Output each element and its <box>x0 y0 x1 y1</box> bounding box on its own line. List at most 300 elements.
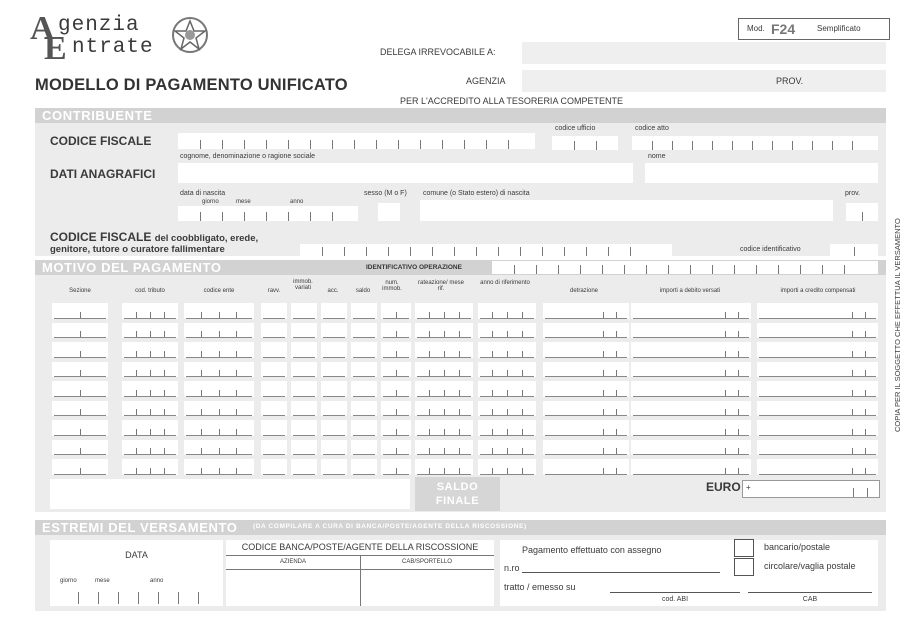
cell-baseline <box>383 415 409 416</box>
num-immob-cell[interactable] <box>381 401 411 417</box>
sesso-input[interactable] <box>378 203 400 221</box>
sezione-cell[interactable] <box>52 440 108 456</box>
acc-cell[interactable] <box>321 440 347 456</box>
cell-baseline <box>54 318 106 319</box>
cell-baseline <box>759 415 876 416</box>
cell-baseline <box>383 474 409 475</box>
cell-baseline <box>545 318 627 319</box>
cell-baseline <box>263 435 285 436</box>
tesoreria-label: PER L'ACCREDITO ALLA TESORERIA COMPETENTE <box>400 96 623 106</box>
saldo-left-area <box>50 479 410 509</box>
cell-baseline <box>759 318 876 319</box>
logo-letter-a: A <box>30 10 55 47</box>
sezione-cell[interactable] <box>52 303 108 319</box>
cell-baseline <box>54 357 106 358</box>
cell-baseline <box>124 318 176 319</box>
sezione-cell[interactable] <box>52 362 108 378</box>
col-immob-variati: immob. variati <box>293 279 313 291</box>
cell-baseline <box>633 318 749 319</box>
pagamento-label: Pagamento effettuato con assegno <box>522 545 662 555</box>
cell-baseline <box>353 376 375 377</box>
cell-baseline <box>633 415 749 416</box>
codice-ufficio-input[interactable] <box>552 136 618 150</box>
detrazione-cell[interactable] <box>543 303 629 319</box>
cell-baseline <box>480 396 534 397</box>
acc-cell[interactable] <box>321 459 347 475</box>
cell-baseline <box>480 318 534 319</box>
cell-baseline <box>186 474 252 475</box>
nome-label: nome <box>648 153 666 160</box>
cell-baseline <box>759 337 876 338</box>
cell-baseline <box>263 357 285 358</box>
codice-ente-cell[interactable] <box>184 323 254 339</box>
ravv-cell[interactable] <box>261 459 287 475</box>
cell-baseline <box>759 357 876 358</box>
logo-line1: genzia <box>58 14 140 37</box>
acc-cell[interactable] <box>321 303 347 319</box>
saldo-cell[interactable] <box>351 381 377 397</box>
cf-coobbligato-label <box>50 230 258 244</box>
cell-baseline <box>293 318 315 319</box>
cell-baseline <box>545 415 627 416</box>
cell-baseline <box>759 454 876 455</box>
col-saldo: saldo <box>355 288 371 294</box>
sezione-cell[interactable] <box>52 401 108 417</box>
saldo-cell[interactable] <box>351 323 377 339</box>
cell-baseline <box>633 435 749 436</box>
codice-fiscale-input[interactable] <box>178 133 535 149</box>
cell-baseline <box>383 337 409 338</box>
cell-baseline <box>480 376 534 377</box>
importi-debito-cell[interactable] <box>631 362 751 378</box>
cell-baseline <box>54 376 106 377</box>
prov-label: PROV. <box>776 76 804 86</box>
codice-atto-input[interactable] <box>632 136 878 150</box>
cognome-input[interactable] <box>178 163 633 183</box>
codice-ente-cell[interactable] <box>184 420 254 436</box>
cell-baseline <box>633 357 749 358</box>
cell-baseline <box>293 357 315 358</box>
detrazione-cell[interactable] <box>543 440 629 456</box>
immob-variati-cell[interactable] <box>291 303 317 319</box>
cell-baseline <box>263 337 285 338</box>
importi-debito-cell[interactable] <box>631 342 751 358</box>
cell-baseline <box>545 454 627 455</box>
col-anno-riferimento: anno di riferimento <box>480 280 530 286</box>
nro-input[interactable] <box>522 572 720 573</box>
col-importi-credito: importi a credito compensati <box>780 288 856 294</box>
codice-identificativo-input[interactable] <box>830 244 878 256</box>
estremi-note: (DA COMPILARE A CURA DI BANCA/POSTE/AGENTE DELLA RISCOSSIONE) <box>253 523 527 530</box>
cell-baseline <box>417 474 471 475</box>
num-immob-cell[interactable] <box>381 420 411 436</box>
saldo-cell[interactable] <box>351 459 377 475</box>
cell-baseline <box>124 337 176 338</box>
num-immob-cell[interactable] <box>381 381 411 397</box>
importi-credito-cell[interactable] <box>757 323 878 339</box>
codice-ente-cell[interactable] <box>184 440 254 456</box>
rateazione-cell[interactable] <box>415 362 473 378</box>
cod-tributo-cell[interactable] <box>122 459 178 475</box>
codice-ente-cell[interactable] <box>184 459 254 475</box>
ravv-cell[interactable] <box>261 323 287 339</box>
saldo-finale-line2: FINALE <box>435 495 480 507</box>
contribuente-title: CONTRIBUENTE <box>42 108 153 123</box>
data-label: DATA <box>125 550 148 560</box>
ravv-cell[interactable] <box>261 381 287 397</box>
cod-tributo-cell[interactable] <box>122 303 178 319</box>
col-importi-debito: importi a debito versati <box>659 288 721 294</box>
identificativo-input[interactable] <box>492 261 878 274</box>
detrazione-cell[interactable] <box>543 459 629 475</box>
page-title: MODELLO DI PAGAMENTO UNIFICATO <box>35 76 348 94</box>
cell-baseline <box>383 376 409 377</box>
sezione-cell[interactable] <box>52 381 108 397</box>
cell-baseline <box>263 415 285 416</box>
cell-baseline <box>293 474 315 475</box>
cell-baseline <box>186 357 252 358</box>
cf-coobbligato-bold: CODICE FISCALE <box>50 230 152 244</box>
immob-variati-cell[interactable] <box>291 459 317 475</box>
mod-prefix: Mod. <box>747 24 765 33</box>
model-badge <box>738 18 890 40</box>
saldo-cell[interactable] <box>351 303 377 319</box>
anno-riferimento-cell[interactable] <box>478 381 536 397</box>
sezione-cell[interactable] <box>52 420 108 436</box>
col-codice-ente: codice ente <box>203 288 235 294</box>
col-sezione: Sezione <box>69 288 91 294</box>
delega-input[interactable] <box>522 42 886 64</box>
circolare-checkbox[interactable] <box>734 558 754 576</box>
saldo-cell[interactable] <box>351 342 377 358</box>
num-immob-cell[interactable] <box>381 303 411 319</box>
cell-baseline <box>545 474 627 475</box>
cell-baseline <box>545 396 627 397</box>
cell-baseline <box>480 415 534 416</box>
ravv-cell[interactable] <box>261 362 287 378</box>
ravv-cell[interactable] <box>261 440 287 456</box>
cell-baseline <box>323 415 345 416</box>
immob-variati-cell[interactable] <box>291 381 317 397</box>
importi-credito-cell[interactable] <box>757 440 878 456</box>
cell-baseline <box>54 415 106 416</box>
cod-tributo-cell[interactable] <box>122 362 178 378</box>
cod-tributo-cell[interactable] <box>122 381 178 397</box>
agenzia-input[interactable] <box>522 70 886 92</box>
saldo-cell[interactable] <box>351 362 377 378</box>
num-immob-cell[interactable] <box>381 459 411 475</box>
prov-nascita-label: prov. <box>845 190 861 197</box>
cell-baseline <box>293 454 315 455</box>
euro-sign: + <box>746 483 751 492</box>
sesso-label: sesso (M o F) <box>364 190 407 197</box>
importi-credito-cell[interactable] <box>757 362 878 378</box>
data-nascita-label: data di nascita <box>180 190 226 197</box>
detrazione-cell[interactable] <box>543 323 629 339</box>
anno-riferimento-cell[interactable] <box>478 440 536 456</box>
cab-sportello-label: CAB/SPORTELLO <box>402 559 452 565</box>
cell-baseline <box>417 337 471 338</box>
immob-variati-cell[interactable] <box>291 420 317 436</box>
anno-riferimento-cell[interactable] <box>478 342 536 358</box>
codice-ente-cell[interactable] <box>184 401 254 417</box>
cell-baseline <box>263 318 285 319</box>
cell-baseline <box>323 376 345 377</box>
cod-tributo-cell[interactable] <box>122 323 178 339</box>
prov-nascita-input[interactable] <box>846 203 878 221</box>
cell-baseline <box>545 376 627 377</box>
cell-baseline <box>633 396 749 397</box>
detrazione-cell[interactable] <box>543 401 629 417</box>
data-mese-label: mese <box>95 578 110 584</box>
cf-coobbligato-label-line2: genitore, tutore o curatore fallimentare <box>50 244 225 255</box>
cell-baseline <box>353 396 375 397</box>
cell-baseline <box>383 454 409 455</box>
num-immob-cell[interactable] <box>381 362 411 378</box>
cell-baseline <box>353 435 375 436</box>
rateazione-cell[interactable] <box>415 342 473 358</box>
cell-baseline <box>759 435 876 436</box>
cell-baseline <box>124 396 176 397</box>
col-acc: acc. <box>327 288 339 294</box>
anno-riferimento-cell[interactable] <box>478 303 536 319</box>
cell-baseline <box>480 474 534 475</box>
importi-credito-cell[interactable] <box>757 459 878 475</box>
cell-baseline <box>323 435 345 436</box>
immob-variati-cell[interactable] <box>291 440 317 456</box>
cell-baseline <box>186 337 252 338</box>
cell-baseline <box>417 415 471 416</box>
immob-variati-cell[interactable] <box>291 401 317 417</box>
rateazione-cell[interactable] <box>415 401 473 417</box>
cell-baseline <box>383 396 409 397</box>
codice-ente-cell[interactable] <box>184 303 254 319</box>
cell-baseline <box>124 415 176 416</box>
cell-baseline <box>323 357 345 358</box>
importi-credito-cell[interactable] <box>757 381 878 397</box>
col-rateazione: rateazione/ mese rif. <box>417 280 465 292</box>
estremi-header <box>35 520 886 535</box>
anno-riferimento-cell[interactable] <box>478 362 536 378</box>
cell-baseline <box>383 357 409 358</box>
cell-baseline <box>54 435 106 436</box>
immob-variati-cell[interactable] <box>291 362 317 378</box>
cell-baseline <box>54 474 106 475</box>
data-anno-label: anno <box>150 578 164 584</box>
anno-riferimento-cell[interactable] <box>478 401 536 417</box>
data-nascita-input[interactable] <box>178 206 358 221</box>
codice-banca-label: CODICE BANCA/POSTE/AGENTE DELLA RISCOSSIONE <box>241 542 479 552</box>
euro-label: EURO <box>706 480 741 494</box>
saldo-cell[interactable] <box>351 420 377 436</box>
sezione-cell[interactable] <box>52 459 108 475</box>
cab-input[interactable] <box>748 592 872 593</box>
codice-fiscale-label: CODICE FISCALE <box>50 134 152 148</box>
cf-coobbligato-input[interactable] <box>300 244 672 256</box>
cod-tributo-cell[interactable] <box>122 420 178 436</box>
ravv-cell[interactable] <box>261 303 287 319</box>
cell-baseline <box>54 396 106 397</box>
estremi-title: ESTREMI DEL VERSAMENTO <box>42 520 238 535</box>
cell-baseline <box>353 357 375 358</box>
ravv-cell[interactable] <box>261 401 287 417</box>
cell-baseline <box>293 376 315 377</box>
anno-riferimento-cell[interactable] <box>478 323 536 339</box>
codice-ente-cell[interactable] <box>184 342 254 358</box>
cod-abi-label: cod. ABI <box>661 596 689 603</box>
sezione-cell[interactable] <box>52 342 108 358</box>
immob-variati-cell[interactable] <box>291 342 317 358</box>
cell-baseline <box>417 376 471 377</box>
importi-debito-cell[interactable] <box>631 420 751 436</box>
acc-cell[interactable] <box>321 362 347 378</box>
cell-baseline <box>124 454 176 455</box>
acc-cell[interactable] <box>321 401 347 417</box>
cell-baseline <box>480 337 534 338</box>
rateazione-cell[interactable] <box>415 303 473 319</box>
detrazione-cell[interactable] <box>543 420 629 436</box>
acc-cell[interactable] <box>321 381 347 397</box>
saldo-finale-input[interactable] <box>742 480 880 498</box>
importi-credito-cell[interactable] <box>757 303 878 319</box>
detrazione-cell[interactable] <box>543 362 629 378</box>
cell-baseline <box>417 396 471 397</box>
rateazione-cell[interactable] <box>415 440 473 456</box>
nome-input[interactable] <box>645 163 878 183</box>
acc-cell[interactable] <box>321 342 347 358</box>
agenzia-label: AGENZIA <box>466 76 506 86</box>
cell-baseline <box>353 337 375 338</box>
ravv-cell[interactable] <box>261 420 287 436</box>
side-note: COPIA PER IL SOGGETTO CHE EFFETTUA IL VERSAMENTO <box>893 218 902 432</box>
cell-baseline <box>323 454 345 455</box>
logo-line2: ntrate <box>72 36 154 59</box>
cab-sportello-input[interactable] <box>361 570 493 605</box>
cell-baseline <box>353 474 375 475</box>
cod-tributo-cell[interactable] <box>122 401 178 417</box>
codice-ente-cell[interactable] <box>184 381 254 397</box>
num-immob-cell[interactable] <box>381 342 411 358</box>
cell-baseline <box>186 396 252 397</box>
logo-letter-e: E <box>44 30 67 67</box>
bancario-checkbox[interactable] <box>734 539 754 557</box>
importi-debito-cell[interactable] <box>631 459 751 475</box>
cell-baseline <box>323 337 345 338</box>
azienda-label: AZIENDA <box>279 559 306 565</box>
cell-baseline <box>54 454 106 455</box>
sezione-cell[interactable] <box>52 323 108 339</box>
cell-baseline <box>263 376 285 377</box>
cognome-label: cognome, denominazione o ragione sociale <box>180 153 316 160</box>
mod-suffix: Semplificato <box>817 24 861 33</box>
cod-tributo-cell[interactable] <box>122 440 178 456</box>
anno-riferimento-cell[interactable] <box>478 459 536 475</box>
col-detrazione: detrazione <box>569 288 599 294</box>
num-immob-cell[interactable] <box>381 440 411 456</box>
codice-atto-label: codice atto <box>635 125 669 132</box>
cell-baseline <box>759 474 876 475</box>
nascita-giorno-label: giorno <box>202 199 219 205</box>
codice-ufficio-label: codice ufficio <box>555 125 596 132</box>
rateazione-cell[interactable] <box>415 420 473 436</box>
acc-cell[interactable] <box>321 323 347 339</box>
cell-baseline <box>759 376 876 377</box>
cell-baseline <box>293 337 315 338</box>
cell-baseline <box>545 357 627 358</box>
anno-riferimento-cell[interactable] <box>478 420 536 436</box>
codice-identificativo-label: codice identificativo <box>740 246 801 253</box>
cod-abi-input[interactable] <box>610 592 740 593</box>
cell-baseline <box>124 357 176 358</box>
cell-baseline <box>353 415 375 416</box>
acc-cell[interactable] <box>321 420 347 436</box>
cell-baseline <box>124 376 176 377</box>
agenzia-entrate-logo <box>30 8 220 68</box>
azienda-input[interactable] <box>227 570 359 605</box>
cell-baseline <box>293 435 315 436</box>
cf-coobbligato-rest: del coobbligato, erede, <box>154 233 259 244</box>
num-immob-cell[interactable] <box>381 323 411 339</box>
comune-input[interactable] <box>420 200 833 221</box>
importi-credito-cell[interactable] <box>757 342 878 358</box>
cell-baseline <box>293 396 315 397</box>
rateazione-cell[interactable] <box>415 323 473 339</box>
contribuente-header <box>35 108 886 123</box>
importi-debito-cell[interactable] <box>631 440 751 456</box>
motivo-rows <box>35 300 886 480</box>
immob-variati-cell[interactable] <box>291 323 317 339</box>
detrazione-cell[interactable] <box>543 342 629 358</box>
circolare-label: circolare/vaglia postale <box>764 561 856 571</box>
delega-label: DELEGA IRREVOCABILE A: <box>380 47 496 57</box>
bancario-label: bancario/postale <box>764 542 831 552</box>
ravv-cell[interactable] <box>261 342 287 358</box>
importi-credito-cell[interactable] <box>757 401 878 417</box>
motivo-title: MOTIVO DEL PAGAMENTO <box>42 260 222 275</box>
importi-debito-cell[interactable] <box>631 323 751 339</box>
republic-emblem-icon <box>170 13 210 57</box>
cell-baseline <box>186 454 252 455</box>
data-versamento-input[interactable] <box>58 590 216 604</box>
cab-label: CAB <box>802 596 818 603</box>
cell-baseline <box>633 337 749 338</box>
rateazione-cell[interactable] <box>415 381 473 397</box>
codice-ente-cell[interactable] <box>184 362 254 378</box>
data-giorno-label: giorno <box>60 578 77 584</box>
detrazione-cell[interactable] <box>543 381 629 397</box>
cell-baseline <box>186 318 252 319</box>
importi-debito-cell[interactable] <box>631 401 751 417</box>
rateazione-cell[interactable] <box>415 459 473 475</box>
cod-tributo-cell[interactable] <box>122 342 178 358</box>
importi-credito-cell[interactable] <box>757 420 878 436</box>
saldo-cell[interactable] <box>351 401 377 417</box>
cell-baseline <box>353 454 375 455</box>
cell-baseline <box>353 318 375 319</box>
cell-baseline <box>323 318 345 319</box>
cell-baseline <box>633 474 749 475</box>
cell-baseline <box>480 454 534 455</box>
cell-baseline <box>480 435 534 436</box>
cell-baseline <box>263 454 285 455</box>
tratto-label: tratto / emesso su <box>504 582 576 592</box>
cell-baseline <box>759 396 876 397</box>
nascita-anno-label: anno <box>290 199 304 205</box>
saldo-cell[interactable] <box>351 440 377 456</box>
importi-debito-cell[interactable] <box>631 381 751 397</box>
codice-banca-hline <box>226 555 494 556</box>
importi-debito-cell[interactable] <box>631 303 751 319</box>
